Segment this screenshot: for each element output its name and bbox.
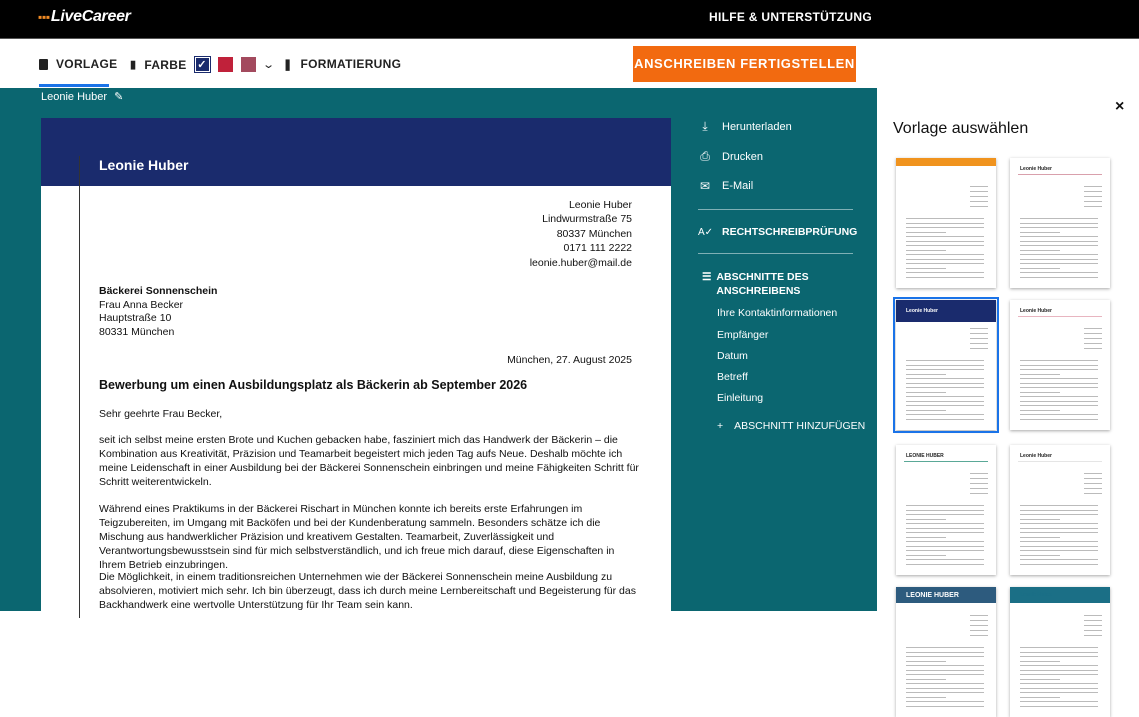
thumbnail-text-line — [1084, 191, 1102, 192]
thumbnail-text-line — [1020, 419, 1098, 420]
template-thumbnail[interactable] — [1010, 300, 1110, 430]
thumbnail-name: Leonie Huber — [1020, 166, 1052, 172]
thumbnail-text-line — [970, 620, 988, 621]
thumbnail-text-line — [1020, 268, 1060, 269]
thumbnail-text-line — [906, 665, 984, 666]
pencil-icon[interactable]: ✎ — [114, 91, 124, 103]
thumbnail-text-line — [906, 360, 984, 361]
thumbnail-text-line — [906, 683, 984, 684]
thumbnail-text-line — [1020, 360, 1098, 361]
thumbnail-text-line — [906, 405, 984, 406]
thumbnail-text-line — [1020, 656, 1098, 657]
active-tab-indicator — [39, 84, 109, 87]
thumbnail-text-line — [970, 473, 988, 474]
thumbnail-text-line — [970, 328, 988, 329]
thumbnail-text-line — [1020, 401, 1098, 402]
thumbnail-text-line — [906, 401, 984, 402]
livecareer-logo[interactable]: ▪▪▪LiveCareer — [38, 8, 131, 25]
letter-preview[interactable] — [41, 118, 671, 618]
chevron-down-icon[interactable]: ⌄ — [261, 59, 275, 71]
thumbnail-text-line — [1020, 679, 1060, 680]
thumbnail-text-line — [906, 250, 946, 251]
envelope-icon: ✉ — [699, 179, 711, 193]
thumbnail-name: Leonie Huber — [1020, 592, 1052, 598]
thumbnail-text-line — [1084, 473, 1102, 474]
thumbnail-text-line — [1020, 378, 1098, 379]
thumbnail-text-line — [1020, 259, 1098, 260]
finish-letter-button[interactable]: ANSCHREIBEN FERTIGSTELLEN — [633, 46, 856, 82]
download-icon: ⤓ — [702, 119, 708, 133]
thumbnail-text-line — [1020, 365, 1098, 366]
thumbnail-text-line — [1084, 630, 1102, 631]
thumbnail-text-line — [1020, 541, 1098, 542]
thumbnail-text-line — [970, 333, 988, 334]
thumbnail-text-line — [1020, 528, 1098, 529]
thumbnail-text-line — [1020, 665, 1098, 666]
thumbnail-name: LEONIE HUBER — [906, 453, 944, 459]
thumbnail-text-line — [906, 514, 984, 515]
thumbnail-text-line — [970, 483, 988, 484]
thumbnail-text-line — [1084, 328, 1102, 329]
thumbnail-text-line — [906, 550, 984, 551]
template-thumbnail[interactable] — [896, 158, 996, 288]
thumbnail-text-line — [906, 559, 984, 560]
top-bar — [0, 0, 1139, 38]
template-label: VORLAGE — [56, 57, 118, 71]
recipient-street: Hauptstraße 10 — [99, 312, 172, 325]
download-button[interactable] — [698, 119, 792, 134]
thumbnail-text-line — [1020, 277, 1098, 278]
email-button[interactable] — [698, 179, 753, 193]
thumbnail-text-line — [1020, 661, 1060, 662]
thumbnail-text-line — [1020, 263, 1098, 264]
template-thumbnail[interactable] — [896, 300, 996, 430]
thumbnail-text-line — [1084, 615, 1102, 616]
thumbnail-text-line — [1084, 333, 1102, 334]
thumbnail-text-line — [1020, 555, 1060, 556]
thumbnail-text-line — [1020, 688, 1098, 689]
thumbnail-text-line — [1084, 488, 1102, 489]
thumbnail-text-line — [1020, 218, 1098, 219]
thumbnail-text-line — [1020, 670, 1098, 671]
thumbnail-text-line — [1084, 493, 1102, 494]
color-swatch-red[interactable] — [218, 57, 233, 72]
thumbnail-text-line — [1020, 692, 1098, 693]
thumbnail-text-line — [906, 661, 946, 662]
spellcheck-button[interactable] — [698, 226, 857, 238]
thumbnail-text-line — [970, 196, 988, 197]
thumbnail-text-line — [1084, 186, 1102, 187]
thumbnail-text-line — [906, 218, 984, 219]
thumbnail-text-line — [1020, 232, 1060, 233]
thumbnail-text-line — [906, 555, 946, 556]
paint-bucket-icon: ▮ — [130, 59, 137, 71]
download-label: Herunterladen — [722, 120, 792, 133]
editor-toolbar — [0, 38, 1139, 88]
thumbnail-text-line — [1020, 405, 1098, 406]
sections-heading — [702, 271, 852, 298]
thumbnail-text-line — [970, 478, 988, 479]
spellcheck-label: RECHTSCHREIBPRÜFUNG — [722, 226, 858, 238]
thumbnail-rule — [1018, 174, 1102, 175]
thumbnail-text-line — [906, 510, 984, 511]
decorative-line — [79, 156, 80, 618]
thumbnail-text-line — [1020, 227, 1098, 228]
thumbnail-text-line — [906, 528, 984, 529]
thumbnail-text-line — [906, 383, 984, 384]
thumbnail-text-line — [906, 652, 984, 653]
sender-street: Lindwurmstraße 75 — [542, 213, 632, 226]
thumbnail-text-line — [1084, 206, 1102, 207]
thumbnail-name: Leonie Huber — [1020, 308, 1052, 314]
thumbnail-text-line — [1020, 410, 1060, 411]
logo-text: LiveCareer — [50, 8, 131, 25]
thumbnail-text-line — [906, 706, 984, 707]
letter-salutation: Sehr geehrte Frau Becker, — [99, 408, 223, 420]
thumbnail-text-line — [906, 254, 984, 255]
thumbnail-text-line — [906, 223, 984, 224]
sender-city: 80337 München — [556, 227, 632, 240]
thumbnail-text-line — [906, 374, 946, 375]
thumbnail-text-line — [1020, 510, 1098, 511]
thumbnail-text-line — [970, 493, 988, 494]
thumbnail-text-line — [1020, 236, 1098, 237]
thumbnail-text-line — [906, 670, 984, 671]
close-icon[interactable]: × — [1115, 98, 1125, 115]
thumbnail-text-line — [1020, 241, 1098, 242]
thumbnail-text-line — [906, 532, 984, 533]
thumbnail-text-line — [1020, 546, 1098, 547]
thumbnail-text-line — [906, 701, 984, 702]
thumbnail-text-line — [1020, 392, 1060, 393]
add-section-button[interactable] — [717, 420, 865, 432]
thumbnail-text-line — [906, 378, 984, 379]
divider — [698, 253, 853, 254]
thumbnail-text-line — [970, 488, 988, 489]
print-button[interactable] — [698, 149, 763, 164]
thumbnail-text-line — [970, 201, 988, 202]
thumbnail-text-line — [1020, 383, 1098, 384]
thumbnail-text-line — [906, 546, 984, 547]
formatting-icon: ❚ — [283, 58, 293, 71]
thumbnail-text-line — [906, 564, 984, 565]
section-item-date[interactable]: Datum — [717, 350, 748, 362]
list-icon: ☰ — [702, 271, 712, 283]
plus-icon: + — [717, 420, 724, 432]
thumbnail-text-line — [906, 263, 984, 264]
thumbnail-text-line — [1020, 647, 1098, 648]
recipient-city: 80331 München — [99, 326, 175, 339]
thumbnail-text-line — [1020, 706, 1098, 707]
thumbnail-text-line — [1084, 625, 1102, 626]
thumbnail-text-line — [906, 369, 984, 370]
thumbnail-text-line — [1020, 414, 1098, 415]
thumbnail-text-line — [906, 537, 946, 538]
thumbnail-text-line — [970, 186, 988, 187]
thumbnail-text-line — [970, 343, 988, 344]
thumbnail-text-line — [906, 688, 984, 689]
thumbnail-text-line — [906, 396, 984, 397]
thumbnail-text-line — [906, 692, 984, 693]
thumbnail-rule — [1018, 461, 1102, 462]
thumbnail-text-line — [1020, 701, 1098, 702]
thumbnail-text-line — [1020, 272, 1098, 273]
template-thumbnail[interactable] — [896, 445, 996, 575]
thumbnail-text-line — [970, 191, 988, 192]
thumbnail-text-line — [906, 268, 946, 269]
recipient-company: Bäckerei Sonnenschein — [99, 285, 218, 297]
thumbnail-text-line — [906, 647, 984, 648]
print-label: Drucken — [722, 150, 763, 163]
thumbnail-text-line — [970, 206, 988, 207]
thumbnail-text-line — [1020, 532, 1098, 533]
thumbnail-text-line — [906, 414, 984, 415]
thumbnail-text-line — [1020, 523, 1098, 524]
thumbnail-text-line — [906, 277, 984, 278]
editor-area — [0, 88, 877, 611]
thumbnail-text-line — [1020, 245, 1098, 246]
thumbnail-text-line — [970, 625, 988, 626]
thumbnail-text-line — [906, 523, 984, 524]
thumbnail-name: LEONIE HUBER — [906, 592, 959, 599]
thumbnail-text-line — [1020, 683, 1098, 684]
letter-paragraph: Während eines Praktikums in der Bäckerei Rischart in München konnte ich bereits erste Erfahrungen im Teigzubereiten, im Umgang mit Backöfen und bei der Kundenberatung sammeln. Besonders schätze ich die Mischung aus handwerklicher Präzision und kreativem Gestalten. Teamarbeit, Zuverlässigkeit und Verantwortungsbewusstsein sind für mich selbstverständlich, und ich freue mich darauf, diese Eigenschaften in Ihrem Betrieb einzubringen. — [99, 503, 615, 571]
thumbnail-text-line — [906, 679, 946, 680]
thumbnail-text-line — [906, 387, 984, 388]
thumbnail-text-line — [1020, 250, 1060, 251]
thumbnail-text-line — [1084, 620, 1102, 621]
spellcheck-icon: A✓ — [698, 226, 714, 238]
recipient-person: Frau Anna Becker — [99, 298, 184, 311]
thumbnail-text-line — [906, 365, 984, 366]
add-section-label: ABSCHNITT HINZUFÜGEN — [734, 420, 866, 432]
thumbnail-text-line — [906, 505, 984, 506]
thumbnail-text-line — [906, 656, 984, 657]
formatting-tab[interactable] — [283, 57, 401, 71]
thumbnail-text-line — [1020, 559, 1098, 560]
thumbnail-text-line — [906, 272, 984, 273]
section-item-recipient[interactable]: Empfänger — [717, 329, 769, 341]
thumbnail-text-line — [906, 419, 984, 420]
letter-name: Leonie Huber — [99, 157, 189, 173]
thumbnail-text-line — [906, 259, 984, 260]
document-name[interactable] — [41, 90, 123, 103]
thumbnail-text-line — [1020, 697, 1060, 698]
thumbnail-text-line — [1020, 537, 1060, 538]
thumbnail-text-line — [970, 615, 988, 616]
printer-icon: ⎙ — [700, 149, 710, 163]
template-thumbnail[interactable] — [1010, 587, 1110, 717]
template-panel — [877, 88, 1139, 611]
thumbnail-text-line — [1020, 223, 1098, 224]
letter-paragraph: seit ich selbst meine ersten Brote und Kuchen gebacken habe, fasziniert mich das Handwerk der Bäckerin – die Kombination aus Kreativität, Präzision und Teamarbeit begeistert mich jeden Tag aufs Neue. Deshalb möchte ich meine Leidenschaft in einer Ausbildung bei der Bäckerei Sonnenschein einbringen und meine Fähigkeiten Schritt für Schritt weiterentwickeln. — [99, 434, 639, 488]
color-label: FARBE — [144, 57, 187, 72]
thumbnail-text-line — [1020, 652, 1098, 653]
thumbnail-text-line — [1084, 483, 1102, 484]
thumbnail-text-line — [1020, 514, 1098, 515]
thumbnail-text-line — [1020, 254, 1098, 255]
thumbnail-rule — [904, 461, 988, 462]
color-swatch-navy[interactable]: ✓ — [195, 57, 210, 72]
panel-title: Vorlage auswählen — [893, 120, 1029, 137]
help-link[interactable]: HILFE & UNTERSTÜTZUNG — [709, 10, 872, 24]
thumbnail-rule — [1018, 316, 1102, 317]
thumbnail-header — [896, 158, 996, 166]
thumbnail-text-line — [970, 635, 988, 636]
thumbnail-text-line — [970, 348, 988, 349]
section-item-intro[interactable]: Einleitung — [717, 392, 764, 404]
email-label: E-Mail — [722, 180, 754, 192]
thumbnail-text-line — [1020, 387, 1098, 388]
letter-header — [41, 118, 671, 186]
sender-email: leonie.huber@mail.de — [529, 256, 632, 269]
thumbnail-text-line — [1020, 396, 1098, 397]
section-item-subject[interactable]: Betreff — [717, 371, 748, 383]
letter-paragraph: Die Möglichkeit, in einem traditionsreichen Unternehmen wie der Bäckerei Sonnenschein meine Ausbildung zu absolvieren, motiviert mich sehr. Ich bin überzeugt, dass ich durch meine Lernbereitschaft und Begeisterung für das Backhandwerk eine wertvolle Unterstützung für Ihr Team sein kann. — [99, 571, 636, 611]
template-thumbnail[interactable] — [1010, 158, 1110, 288]
formatting-label: FORMATIERUNG — [300, 57, 402, 71]
thumbnail-text-line — [906, 697, 946, 698]
recipient-block — [99, 285, 217, 340]
thumbnail-text-line — [1084, 635, 1102, 636]
thumbnail-text-line — [1084, 196, 1102, 197]
document-icon — [39, 59, 48, 70]
thumbnail-text-line — [1020, 374, 1060, 375]
thumbnail-text-line — [1020, 505, 1098, 506]
document-name-text: Leonie Huber — [41, 91, 108, 103]
thumbnail-text-line — [970, 338, 988, 339]
thumbnail-text-line — [906, 232, 946, 233]
thumbnail-text-line — [1084, 338, 1102, 339]
section-item-contact[interactable]: Ihre Kontaktinformationen — [717, 307, 838, 319]
thumbnail-text-line — [906, 519, 946, 520]
thumbnail-text-line — [906, 236, 984, 237]
thumbnail-text-line — [1084, 343, 1102, 344]
thumbnail-text-line — [1084, 348, 1102, 349]
thumbnail-text-line — [970, 630, 988, 631]
thumbnail-text-line — [906, 227, 984, 228]
thumbnail-text-line — [1084, 201, 1102, 202]
thumbnail-text-line — [906, 241, 984, 242]
letter-date: München, 27. August 2025 — [507, 354, 632, 366]
letter-subject: Bewerbung um einen Ausbildungsplatz als Bäckerin ab September 2026 — [99, 378, 528, 392]
divider — [698, 209, 853, 210]
sender-block — [341, 198, 632, 270]
thumbnail-name: Leonie Huber — [906, 308, 938, 314]
thumbnail-text-line — [906, 245, 984, 246]
template-thumbnail[interactable] — [1010, 445, 1110, 575]
thumbnail-text-line — [906, 392, 946, 393]
sender-phone: 0171 111 2222 — [563, 242, 632, 255]
thumbnail-text-line — [1020, 519, 1060, 520]
sections-title: ABSCHNITTE DES ANSCHREIBENS — [716, 271, 809, 297]
thumbnail-text-line — [1020, 369, 1098, 370]
thumbnail-name: Leonie Huber — [1020, 453, 1052, 459]
sender-name: Leonie Huber — [568, 199, 632, 211]
thumbnail-text-line — [906, 410, 946, 411]
color-tab[interactable] — [130, 57, 273, 72]
template-thumbnail[interactable] — [896, 587, 996, 717]
thumbnail-text-line — [906, 541, 984, 542]
thumbnail-text-line — [906, 674, 984, 675]
thumbnail-text-line — [1020, 674, 1098, 675]
thumbnail-text-line — [1020, 564, 1098, 565]
color-swatch-rose[interactable] — [241, 57, 256, 72]
thumbnail-text-line — [1084, 478, 1102, 479]
thumbnail-text-line — [1020, 550, 1098, 551]
template-tab[interactable] — [39, 57, 117, 71]
